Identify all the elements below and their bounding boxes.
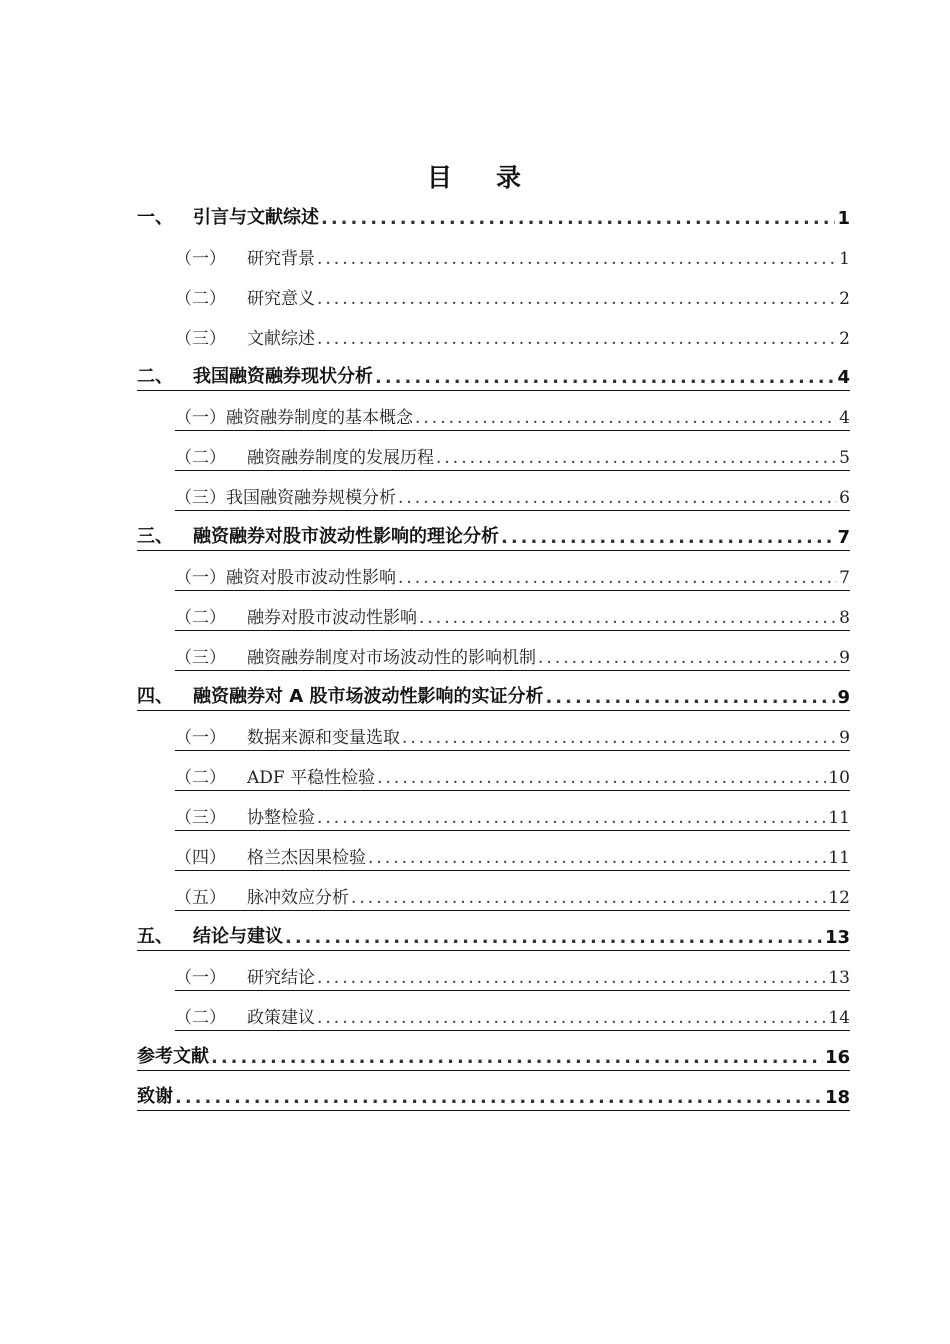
toc-text: 融资融券对 A 股市场波动性影响的实证分析 <box>193 686 544 707</box>
toc-entry-2[interactable] <box>137 355 850 395</box>
toc-entry-1-2[interactable] <box>175 275 850 315</box>
toc-number: （四） <box>175 848 226 868</box>
toc-number: （二） <box>175 768 226 788</box>
toc-entry-3-2[interactable] <box>175 595 850 635</box>
toc-number: （二） <box>175 608 226 628</box>
toc-entry-1-3[interactable] <box>175 315 850 355</box>
toc-number: （一） <box>175 249 226 269</box>
toc-page: 11 <box>828 848 850 868</box>
toc-page: 2 <box>839 289 850 309</box>
toc-entry-1-1[interactable] <box>175 235 850 275</box>
toc-page: 10 <box>828 768 850 788</box>
toc-leader-dots <box>377 768 826 788</box>
toc-page: 6 <box>839 488 850 508</box>
toc-text: ADF 平稳性检验 <box>247 768 376 788</box>
toc-page: 8 <box>839 608 850 628</box>
toc-entry-2-1[interactable] <box>175 395 850 435</box>
toc-entry-4-1[interactable] <box>175 715 850 755</box>
toc-number: （一） <box>175 728 226 748</box>
toc-number: （一） <box>175 968 226 988</box>
toc-text: 引言与文献综述 <box>193 207 319 228</box>
toc-number: （三） <box>175 648 226 668</box>
toc-text: 数据来源和变量选取 <box>247 728 400 748</box>
toc-entry-5-1[interactable] <box>175 955 850 995</box>
toc-text: 研究结论 <box>247 968 315 988</box>
toc-leader-dots <box>398 568 837 588</box>
toc-entry-4-4[interactable] <box>175 835 850 875</box>
toc-text: 我国融资融券现状分析 <box>193 366 373 387</box>
toc-page: 7 <box>837 527 850 548</box>
toc-entry-2-3[interactable] <box>175 475 850 515</box>
title-char-2: 录 <box>496 163 524 192</box>
toc-page: 4 <box>839 408 850 428</box>
toc-entry-5-2[interactable] <box>175 995 850 1035</box>
toc-number: （三） <box>175 488 226 508</box>
toc-leader-dots <box>351 888 826 908</box>
toc-number: （二） <box>175 1008 226 1028</box>
toc-text: 研究背景 <box>247 249 315 269</box>
toc-leader-dots <box>317 808 826 828</box>
toc-leader-dots <box>317 968 826 988</box>
toc-leader-dots <box>317 249 837 269</box>
toc-number: 四、 <box>137 686 173 707</box>
toc-number: （二） <box>175 448 226 468</box>
toc-text: 格兰杰因果检验 <box>247 848 366 868</box>
toc-number: （三） <box>175 329 226 349</box>
toc-entry-1[interactable] <box>137 195 850 235</box>
toc-page: 16 <box>824 1047 850 1068</box>
toc-entry-4-2[interactable] <box>175 755 850 795</box>
toc-entry-3-3[interactable] <box>175 635 850 675</box>
toc-text: 文献综述 <box>247 329 315 349</box>
toc-entry-2-2[interactable] <box>175 435 850 475</box>
toc-number: （二） <box>175 289 226 309</box>
toc-leader-dots <box>285 927 823 948</box>
toc-text: 融资融券对股市波动性影响的理论分析 <box>193 526 499 547</box>
title-char-1: 目 <box>426 163 454 192</box>
toc-page: 7 <box>839 568 850 588</box>
toc-leader-dots <box>368 848 826 868</box>
toc-text: 融资融券制度对市场波动性的影响机制 <box>247 648 536 668</box>
toc-number: （五） <box>175 888 226 908</box>
toc-page: 14 <box>828 1008 850 1028</box>
page-title <box>0 158 950 194</box>
toc-page: 5 <box>839 448 850 468</box>
toc-page: 4 <box>837 367 850 388</box>
toc-number: 五、 <box>137 926 173 947</box>
toc-leader-dots <box>321 208 835 229</box>
toc-entry-4[interactable] <box>137 675 850 715</box>
toc-leader-dots <box>317 289 837 309</box>
toc-leader-dots <box>175 1087 823 1108</box>
toc-leader-dots <box>501 527 835 548</box>
toc-page: 11 <box>828 808 850 828</box>
toc-leader-dots <box>398 488 837 508</box>
toc-page: 1 <box>837 208 850 229</box>
toc-page: 9 <box>839 728 850 748</box>
toc-text: 融券对股市波动性影响 <box>247 608 417 628</box>
toc-entry-acknowledgements[interactable] <box>137 1075 850 1115</box>
toc-entry-references[interactable] <box>137 1035 850 1075</box>
toc-entry-3[interactable] <box>137 515 850 555</box>
toc-page: 13 <box>824 927 850 948</box>
toc-leader-dots <box>545 687 835 708</box>
toc-entry-5[interactable] <box>137 915 850 955</box>
toc-page: 1 <box>839 249 850 269</box>
toc-number: （三） <box>175 808 226 828</box>
toc-leader-dots <box>317 1008 826 1028</box>
toc-text: 协整检验 <box>247 808 315 828</box>
toc-leader-dots <box>415 408 837 428</box>
toc-text: 我国融资融券规模分析 <box>226 488 396 508</box>
toc-number: 一、 <box>137 207 173 228</box>
toc-page: 18 <box>824 1087 850 1108</box>
toc-text: 结论与建议 <box>193 926 283 947</box>
toc-leader-dots <box>211 1047 823 1068</box>
toc-leader-dots <box>375 367 835 388</box>
toc-text: 融资融券制度的发展历程 <box>247 448 434 468</box>
toc-entry-3-1[interactable] <box>175 555 850 595</box>
toc-text: 致谢 <box>137 1086 173 1107</box>
toc-text: 脉冲效应分析 <box>247 888 349 908</box>
toc-text: 研究意义 <box>247 289 315 309</box>
toc-number: （一） <box>175 408 226 428</box>
toc-number: （一） <box>175 568 226 588</box>
toc-text: 融资对股市波动性影响 <box>226 568 396 588</box>
toc-leader-dots <box>419 608 837 628</box>
toc-leader-dots <box>402 728 837 748</box>
toc-page: 2 <box>839 329 850 349</box>
toc-page: 12 <box>828 888 850 908</box>
toc-text: 政策建议 <box>247 1008 315 1028</box>
toc-entry-4-3[interactable] <box>175 795 850 835</box>
toc-text: 融资融券制度的基本概念 <box>226 408 413 428</box>
toc-leader-dots <box>317 329 837 349</box>
toc-entry-4-5[interactable] <box>175 875 850 915</box>
toc-page: 13 <box>828 968 850 988</box>
toc-page: 9 <box>839 648 850 668</box>
toc-leader-dots <box>538 648 837 668</box>
toc-number: 三、 <box>137 526 173 547</box>
toc-number: 二、 <box>137 366 173 387</box>
toc-page: 9 <box>837 687 850 708</box>
toc-leader-dots <box>436 448 837 468</box>
toc-text: 参考文献 <box>137 1046 209 1067</box>
